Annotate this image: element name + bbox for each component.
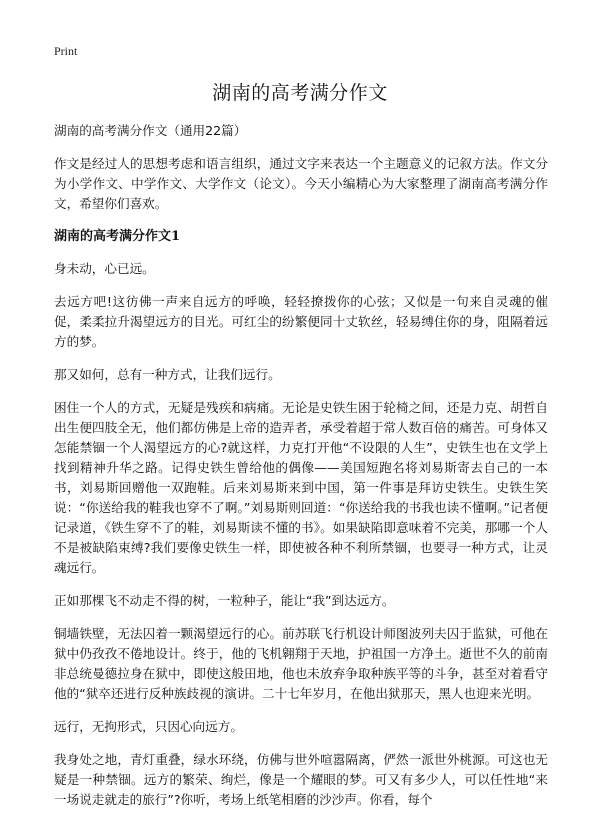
article-subtitle: 湖南的高考满分作文（通用22篇） xyxy=(54,123,247,138)
section-heading: 湖南的高考满分作文1 xyxy=(54,229,181,244)
print-link[interactable]: Print xyxy=(54,44,78,58)
paragraph: 身未动，心已远。 xyxy=(54,261,155,276)
page-title: 湖南的高考满分作文 xyxy=(212,82,388,104)
article-body xyxy=(54,121,548,823)
paragraph: 那又如何，总有一种方式，让我们远行。 xyxy=(54,367,281,382)
paragraph: 远行，无拘形式，只因心向远方。 xyxy=(54,719,243,734)
paragraph: 去远方吧!这彷佛一声来自远方的呼唤，轻轻撩拨你的心弦；又似是一句来自灵魂的催促，柔柔拉升渴望远方的目光。可红尘的纷繁便同十丈软丝，轻易缚住你的身，阻隔着远方的梦。 xyxy=(54,294,548,349)
paragraph: 正如那棵飞不动走不得的树，一粒种子，能让“我”到达远方。 xyxy=(54,593,395,608)
intro-paragraph: 作文是经过人的思想考虑和语言组织，通过文字来表达一个主题意义的记叙方法。作文分为小学作文、中学作文、大学作文（论文）。今天小编精心为大家整理了湖南高考满分作文，希望你们喜欢。 xyxy=(54,156,548,211)
paragraph: 困住一个人的方式，无疑是残疾和病痛。无论是史铁生困于轮椅之间，还是力克、胡哲自出生便四肢全无，他们都仿佛是上帝的造弄者，承受着超于常人数百倍的痛苦。可身体又怎能禁锢一个人渴望远方的心?就这样，力克打开他“不设限的人生”，史铁生也在文学上找到精神升华之路。记得史铁生曾给他的偶像——美国短跑名将刘易斯寄去自己的一本书，刘易斯回赠他一双跑鞋。后来刘易斯来到中国，第一件事是拜访史铁生。史铁生笑说：“你送给我的鞋我也穿不了啊。”刘易斯则回道：“你送给我的书我也读不懂啊。”记者便记录道，《铁生穿不了的鞋，刘易斯读不懂的书》。如果缺陷即意味着不完美，那哪一个人不是被缺陷束缚?我们要像史铁生一样，即使被各种不利所禁锢，也要寻一种方式，让灵魂远行。 xyxy=(54,400,548,575)
paragraph: 我身处之地，青灯重叠，绿水环绕，仿佛与世外喧嚣隔离，俨然一派世外桃源。可这也无疑是一种禁锢。远方的繁荣、绚烂，像是一个耀眼的梦。可又有多少人，可以任性地“来一场说走就走的旅行”?你听，考场上纸笔相磨的沙沙声。你看，每个 xyxy=(54,752,548,807)
paragraph: 铜墙铁壁，无法囚着一颗渴望远行的心。前苏联飞行机设计师图波列夫囚于监狱，可他在狱中仍孜孜不倦地设计。终于，他的飞机翱翔于天地，护祖国一方净土。逝世不久的前南非总统曼德拉身在狱中，即使这般田地，他也未放弃争取种族平等的斗争，甚至对着看守他的“狱卒还进行反种族歧视的演讲。二十七年岁月，在他出狱那天，黑人也迎来光明。 xyxy=(54,626,548,701)
